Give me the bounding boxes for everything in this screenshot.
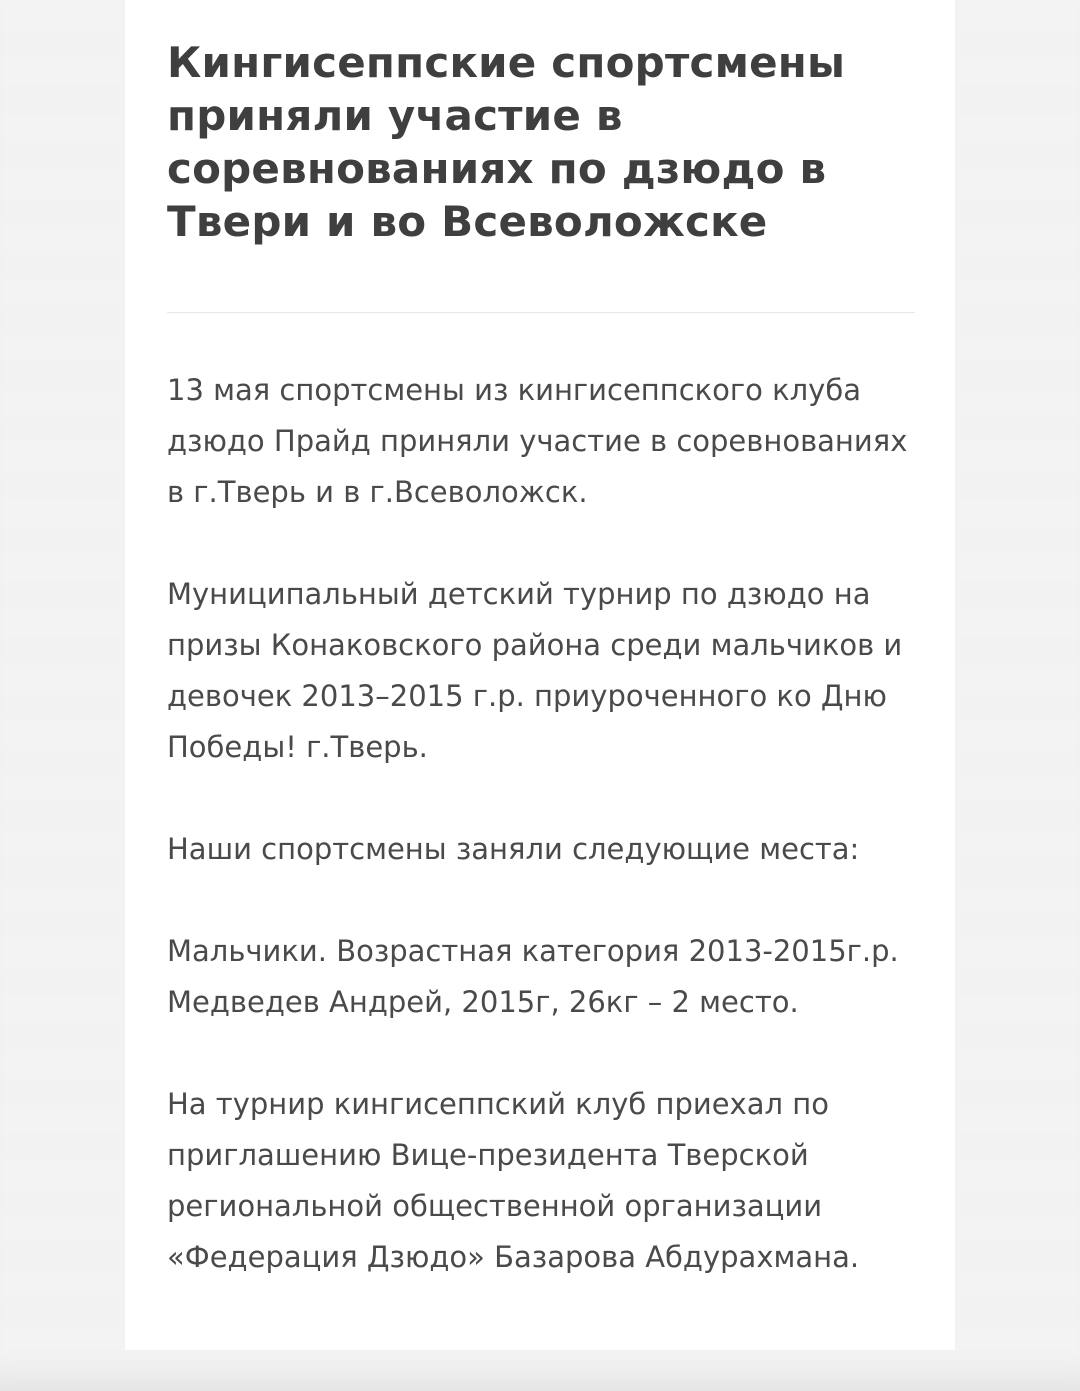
paragraph-line: На турнир кингисеппский клуб приехал по приглашению Вице-президента Тверской региональной общественной организации «Федерация Дзюдо» Базарова Абдурахмана.: [167, 1087, 860, 1274]
article-body: [167, 365, 927, 1283]
paragraph-line: Медведев Андрей, 2015г, 26кг – 2 место.: [167, 985, 799, 1019]
paragraph-intro: [167, 365, 927, 518]
paragraph-line: Муниципальный детский турнир по дзюдо на призы Конаковского района среди мальчиков и девочек 2013–2015 г.р. приуроченного ко Дню Победы! г.Тверь.: [167, 577, 903, 764]
paragraph-results: [167, 926, 927, 1028]
article-card: [125, 0, 955, 1350]
paragraph-tournament: [167, 569, 927, 773]
article-title: Кингисеппские спортсмены приняли участие в соревнованиях по дзюдо в Твери и во Всеволожске: [167, 38, 846, 246]
paragraph-line: Наши спортсмены заняли следующие места:: [167, 832, 860, 866]
paragraph-line: Мальчики. Возрастная категория 2013-2015г.р.: [167, 934, 899, 968]
title-divider: [167, 312, 915, 313]
paragraph-invitation: [167, 1079, 927, 1283]
paragraph-line: 13 мая спортсмены из кингисеппского клуба дзюдо Прайд приняли участие в соревнованиях в г.Тверь и в г.Всеволожск.: [167, 373, 908, 509]
paragraph-places-heading: [167, 824, 927, 875]
